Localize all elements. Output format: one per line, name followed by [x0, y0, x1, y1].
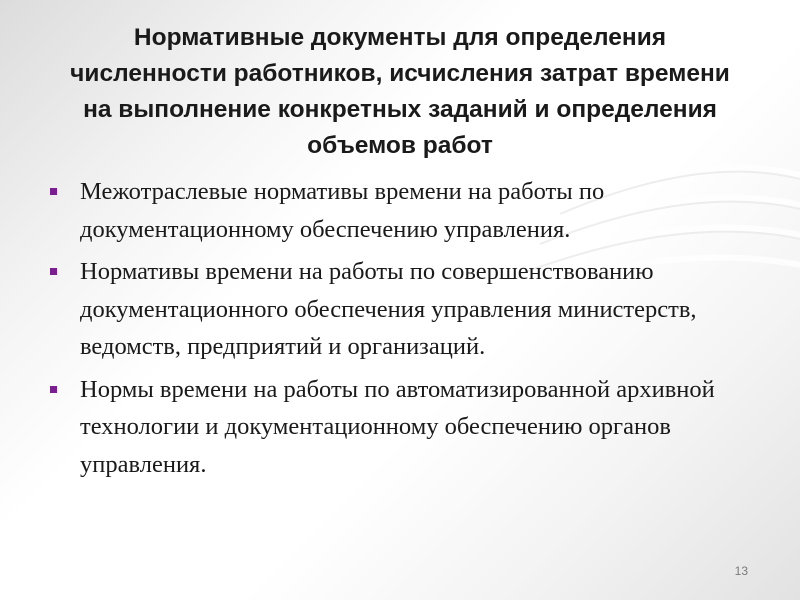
square-bullet-icon	[50, 386, 57, 393]
list-item	[50, 173, 750, 248]
slide-title: Нормативные документы для определения численности работников, исчисления затрат времени на выполнение конкретных заданий и определения объемов работ	[70, 24, 730, 159]
bullet-text: Нормы времени на работы по автоматизированной архивной технологии и документационному обеспечению органов управления.	[80, 375, 715, 478]
square-bullet-icon	[50, 268, 57, 275]
page-number: 13	[734, 564, 748, 578]
list-item	[50, 253, 750, 366]
square-bullet-icon	[50, 188, 57, 195]
list-item	[50, 371, 750, 484]
bullet-text: Межотраслевые нормативы времени на работы по документационному обеспечению управления.	[80, 178, 605, 243]
bullet-list	[50, 173, 750, 488]
bullet-text: Нормативы времени на работы по совершенствованию документационного обеспечения управления министерств, ведомств, предприятий и организаций.	[80, 258, 697, 360]
